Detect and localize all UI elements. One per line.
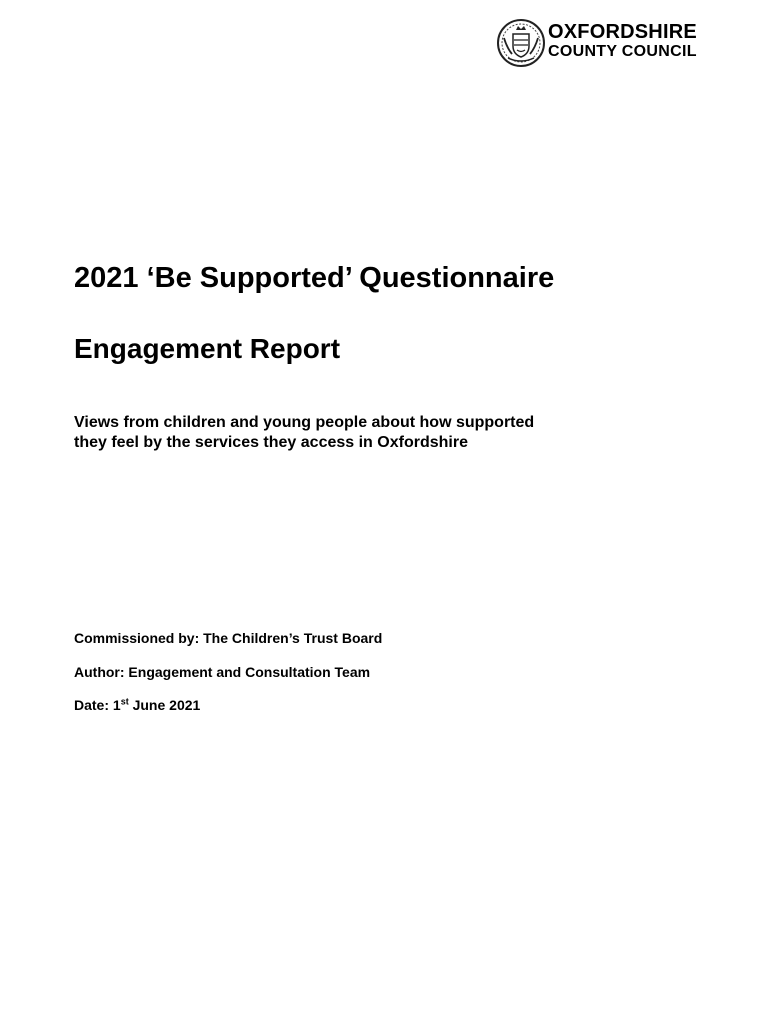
document-subtitle: Engagement Report: [74, 333, 341, 364]
date-ordinal-suffix: st: [120, 696, 129, 707]
summary-line-2: they feel by the services they access in Oxfordshire: [74, 434, 468, 451]
date-rest: June 2021: [128, 697, 201, 713]
council-logo: [496, 18, 736, 70]
council-crest-icon: [496, 18, 546, 68]
logo-line-county-council: COUNTY COUNCIL: [548, 43, 697, 60]
report-summary: [74, 413, 634, 453]
commissioned-by: Commissioned by: The Children’s Trust Board: [74, 630, 383, 646]
report-date: [74, 697, 200, 713]
document-title: 2021 ‘Be Supported’ Questionnaire: [74, 262, 555, 294]
logo-line-oxfordshire: OXFORDSHIRE: [548, 21, 697, 43]
date-prefix: Date: 1: [74, 697, 121, 713]
council-wordmark: [548, 22, 697, 60]
author: Author: Engagement and Consultation Team: [74, 664, 371, 680]
summary-line-1: Views from children and young people about how supported: [74, 414, 535, 431]
